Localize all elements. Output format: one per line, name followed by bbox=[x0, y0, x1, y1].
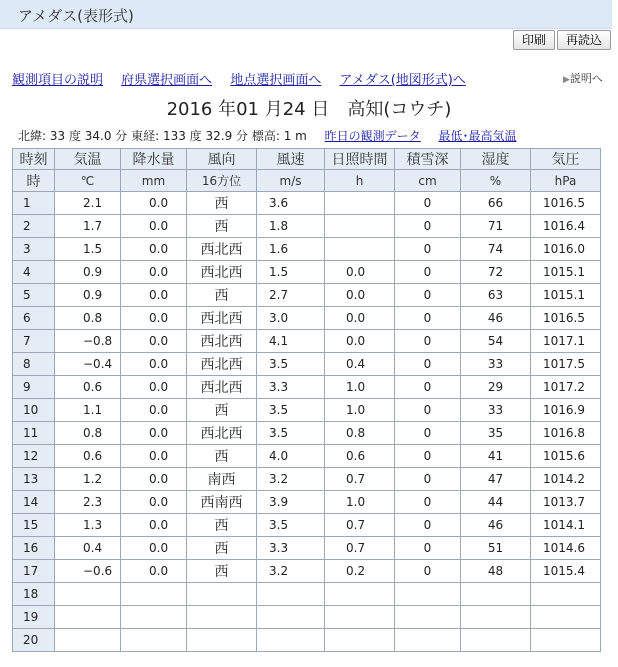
cell-pressure bbox=[531, 583, 601, 606]
cell-snow-depth bbox=[395, 583, 461, 606]
cell-precipitation: 0.0 bbox=[121, 468, 187, 491]
table-row bbox=[13, 330, 601, 353]
cell-wind-speed bbox=[257, 583, 325, 606]
cell-sunshine bbox=[325, 238, 395, 261]
cell-hour: 8 bbox=[13, 353, 55, 376]
cell-wind-speed: 3.3 bbox=[257, 537, 325, 560]
cell-precipitation: 0.0 bbox=[121, 307, 187, 330]
cell-humidity: 48 bbox=[461, 560, 531, 583]
cell-humidity bbox=[461, 606, 531, 629]
link-station-select[interactable]: 地点選択画面へ bbox=[230, 73, 322, 88]
cell-wind-speed: 3.3 bbox=[257, 376, 325, 399]
column-unit-pressure: hPa bbox=[531, 170, 601, 192]
column-header-snow-depth: 積雪深 bbox=[395, 149, 461, 170]
cell-snow-depth: 0 bbox=[395, 537, 461, 560]
column-unit-sunshine: h bbox=[325, 170, 395, 192]
cell-precipitation: 0.0 bbox=[121, 514, 187, 537]
cell-precipitation: 0.0 bbox=[121, 491, 187, 514]
cell-sunshine: 0.7 bbox=[325, 514, 395, 537]
table-row bbox=[13, 192, 601, 215]
column-header-wind-speed: 風速 bbox=[257, 149, 325, 170]
cell-snow-depth: 0 bbox=[395, 238, 461, 261]
cell-pressure: 1017.5 bbox=[531, 353, 601, 376]
cell-temperature: −0.6 bbox=[55, 560, 121, 583]
cell-pressure: 1015.6 bbox=[531, 445, 601, 468]
cell-temperature: 0.8 bbox=[55, 422, 121, 445]
cell-wind-speed: 3.5 bbox=[257, 399, 325, 422]
page-header-title: アメダス(表形式) bbox=[18, 7, 134, 25]
cell-humidity: 33 bbox=[461, 353, 531, 376]
cell-humidity bbox=[461, 583, 531, 606]
cell-wind-speed: 2.7 bbox=[257, 284, 325, 307]
cell-hour: 16 bbox=[13, 537, 55, 560]
cell-pressure: 1016.8 bbox=[531, 422, 601, 445]
cell-hour: 6 bbox=[13, 307, 55, 330]
cell-hour: 11 bbox=[13, 422, 55, 445]
table-row bbox=[13, 353, 601, 376]
cell-temperature: −0.8 bbox=[55, 330, 121, 353]
header-row bbox=[13, 149, 601, 170]
cell-wind-direction bbox=[187, 606, 257, 629]
observation-table-wrap bbox=[12, 148, 601, 652]
cell-pressure bbox=[531, 629, 601, 652]
cell-pressure: 1016.0 bbox=[531, 238, 601, 261]
table-row bbox=[13, 514, 601, 537]
cell-pressure: 1014.6 bbox=[531, 537, 601, 560]
cell-wind-direction: 西 bbox=[187, 560, 257, 583]
cell-sunshine bbox=[325, 606, 395, 629]
help-link[interactable] bbox=[563, 70, 603, 86]
cell-temperature: 1.1 bbox=[55, 399, 121, 422]
cell-snow-depth: 0 bbox=[395, 307, 461, 330]
table-row bbox=[13, 422, 601, 445]
cell-precipitation: 0.0 bbox=[121, 445, 187, 468]
cell-humidity: 33 bbox=[461, 399, 531, 422]
cell-wind-direction: 西 bbox=[187, 192, 257, 215]
cell-wind-speed bbox=[257, 629, 325, 652]
title-bar bbox=[0, 0, 612, 29]
cell-humidity: 35 bbox=[461, 422, 531, 445]
cell-sunshine: 0.0 bbox=[325, 261, 395, 284]
cell-hour: 1 bbox=[13, 192, 55, 215]
cell-pressure: 1016.5 bbox=[531, 307, 601, 330]
cell-sunshine: 0.8 bbox=[325, 422, 395, 445]
link-yesterday-data[interactable]: 昨日の観測データ bbox=[324, 129, 421, 143]
column-header-wind-direction: 風向 bbox=[187, 149, 257, 170]
cell-snow-depth: 0 bbox=[395, 399, 461, 422]
table-row bbox=[13, 307, 601, 330]
cell-humidity: 66 bbox=[461, 192, 531, 215]
column-unit-hour: 時 bbox=[13, 170, 55, 192]
cell-pressure: 1017.2 bbox=[531, 376, 601, 399]
cell-pressure: 1014.2 bbox=[531, 468, 601, 491]
cell-temperature: 0.9 bbox=[55, 261, 121, 284]
column-unit-temperature: ℃ bbox=[55, 170, 121, 192]
print-button[interactable]: 印刷 bbox=[513, 30, 555, 50]
cell-precipitation: 0.0 bbox=[121, 376, 187, 399]
cell-wind-speed: 1.5 bbox=[257, 261, 325, 284]
cell-hour: 2 bbox=[13, 215, 55, 238]
observation-table bbox=[12, 148, 601, 652]
cell-hour: 3 bbox=[13, 238, 55, 261]
cell-snow-depth: 0 bbox=[395, 261, 461, 284]
cell-precipitation: 0.0 bbox=[121, 192, 187, 215]
cell-wind-speed: 3.6 bbox=[257, 192, 325, 215]
cell-temperature: 0.4 bbox=[55, 537, 121, 560]
cell-sunshine bbox=[325, 215, 395, 238]
cell-wind-direction: 西北西 bbox=[187, 376, 257, 399]
station-info-line bbox=[18, 127, 517, 144]
column-unit-snow-depth: cm bbox=[395, 170, 461, 192]
cell-temperature bbox=[55, 629, 121, 652]
cell-wind-direction: 西北西 bbox=[187, 238, 257, 261]
table-row bbox=[13, 583, 601, 606]
cell-precipitation: 0.0 bbox=[121, 560, 187, 583]
table-row bbox=[13, 468, 601, 491]
table-row bbox=[13, 399, 601, 422]
cell-sunshine: 0.2 bbox=[325, 560, 395, 583]
table-row bbox=[13, 606, 601, 629]
cell-wind-direction: 西北西 bbox=[187, 330, 257, 353]
column-header-temperature: 気温 bbox=[55, 149, 121, 170]
cell-snow-depth: 0 bbox=[395, 330, 461, 353]
column-header-humidity: 湿度 bbox=[461, 149, 531, 170]
cell-hour: 10 bbox=[13, 399, 55, 422]
link-min-max-temp[interactable]: 最低･最高気温 bbox=[438, 129, 517, 143]
nav-links bbox=[12, 69, 480, 88]
cell-snow-depth: 0 bbox=[395, 215, 461, 238]
cell-temperature: 1.7 bbox=[55, 215, 121, 238]
table-row bbox=[13, 445, 601, 468]
cell-sunshine: 0.6 bbox=[325, 445, 395, 468]
cell-temperature: 2.3 bbox=[55, 491, 121, 514]
cell-pressure: 1016.9 bbox=[531, 399, 601, 422]
cell-sunshine bbox=[325, 583, 395, 606]
cell-pressure: 1015.1 bbox=[531, 284, 601, 307]
table-row bbox=[13, 238, 601, 261]
table-row bbox=[13, 629, 601, 652]
cell-hour: 18 bbox=[13, 583, 55, 606]
cell-precipitation: 0.0 bbox=[121, 330, 187, 353]
cell-wind-speed: 3.0 bbox=[257, 307, 325, 330]
cell-precipitation: 0.0 bbox=[121, 399, 187, 422]
cell-pressure: 1013.7 bbox=[531, 491, 601, 514]
cell-snow-depth: 0 bbox=[395, 514, 461, 537]
cell-temperature: 1.2 bbox=[55, 468, 121, 491]
cell-sunshine: 0.0 bbox=[325, 284, 395, 307]
cell-wind-speed: 1.8 bbox=[257, 215, 325, 238]
cell-sunshine: 1.0 bbox=[325, 376, 395, 399]
triangle-right-icon: ▶ bbox=[563, 75, 570, 85]
cell-temperature bbox=[55, 606, 121, 629]
cell-humidity: 54 bbox=[461, 330, 531, 353]
table-row bbox=[13, 215, 601, 238]
cell-precipitation: 0.0 bbox=[121, 215, 187, 238]
cell-snow-depth: 0 bbox=[395, 560, 461, 583]
cell-snow-depth: 0 bbox=[395, 422, 461, 445]
cell-snow-depth: 0 bbox=[395, 192, 461, 215]
column-unit-precipitation: mm bbox=[121, 170, 187, 192]
cell-wind-speed: 3.5 bbox=[257, 353, 325, 376]
reload-button[interactable]: 再読込 bbox=[557, 30, 611, 50]
cell-temperature: 2.1 bbox=[55, 192, 121, 215]
cell-snow-depth bbox=[395, 629, 461, 652]
cell-hour: 4 bbox=[13, 261, 55, 284]
cell-pressure bbox=[531, 606, 601, 629]
cell-wind-speed: 4.1 bbox=[257, 330, 325, 353]
cell-hour: 7 bbox=[13, 330, 55, 353]
cell-wind-direction: 西 bbox=[187, 445, 257, 468]
column-unit-humidity: % bbox=[461, 170, 531, 192]
cell-snow-depth: 0 bbox=[395, 468, 461, 491]
cell-humidity: 41 bbox=[461, 445, 531, 468]
cell-precipitation: 0.0 bbox=[121, 537, 187, 560]
cell-precipitation: 0.0 bbox=[121, 238, 187, 261]
cell-wind-speed: 3.5 bbox=[257, 422, 325, 445]
cell-wind-direction bbox=[187, 583, 257, 606]
table-row bbox=[13, 560, 601, 583]
cell-precipitation bbox=[121, 606, 187, 629]
cell-humidity: 47 bbox=[461, 468, 531, 491]
cell-pressure: 1016.4 bbox=[531, 215, 601, 238]
cell-snow-depth: 0 bbox=[395, 376, 461, 399]
cell-sunshine bbox=[325, 629, 395, 652]
cell-temperature: 0.6 bbox=[55, 376, 121, 399]
cell-wind-direction: 西北西 bbox=[187, 422, 257, 445]
table-row bbox=[13, 491, 601, 514]
cell-temperature: 1.5 bbox=[55, 238, 121, 261]
cell-hour: 5 bbox=[13, 284, 55, 307]
cell-humidity: 29 bbox=[461, 376, 531, 399]
cell-temperature: 0.6 bbox=[55, 445, 121, 468]
column-header-pressure: 気圧 bbox=[531, 149, 601, 170]
cell-wind-speed: 1.6 bbox=[257, 238, 325, 261]
cell-hour: 15 bbox=[13, 514, 55, 537]
cell-sunshine: 0.7 bbox=[325, 468, 395, 491]
cell-sunshine: 0.0 bbox=[325, 307, 395, 330]
cell-hour: 17 bbox=[13, 560, 55, 583]
cell-hour: 20 bbox=[13, 629, 55, 652]
table-row bbox=[13, 537, 601, 560]
cell-humidity: 46 bbox=[461, 514, 531, 537]
cell-wind-direction: 西 bbox=[187, 514, 257, 537]
column-header-sunshine: 日照時間 bbox=[325, 149, 395, 170]
cell-sunshine: 0.4 bbox=[325, 353, 395, 376]
cell-hour: 12 bbox=[13, 445, 55, 468]
cell-precipitation bbox=[121, 629, 187, 652]
cell-precipitation: 0.0 bbox=[121, 284, 187, 307]
cell-pressure: 1017.1 bbox=[531, 330, 601, 353]
table-row bbox=[13, 284, 601, 307]
cell-snow-depth bbox=[395, 606, 461, 629]
link-observation-items[interactable]: 観測項目の説明 bbox=[12, 73, 104, 88]
cell-pressure: 1014.1 bbox=[531, 514, 601, 537]
cell-humidity: 63 bbox=[461, 284, 531, 307]
cell-temperature bbox=[55, 583, 121, 606]
cell-snow-depth: 0 bbox=[395, 353, 461, 376]
cell-humidity: 46 bbox=[461, 307, 531, 330]
cell-snow-depth: 0 bbox=[395, 445, 461, 468]
cell-humidity: 74 bbox=[461, 238, 531, 261]
column-header-hour: 時刻 bbox=[13, 149, 55, 170]
cell-hour: 9 bbox=[13, 376, 55, 399]
station-coordinates: 北緯: 33 度 34.0 分 東経: 133 度 32.9 分 標高: 1 m bbox=[18, 129, 307, 143]
cell-wind-speed bbox=[257, 606, 325, 629]
cell-sunshine: 1.0 bbox=[325, 399, 395, 422]
column-unit-wind-speed: m/s bbox=[257, 170, 325, 192]
cell-hour: 14 bbox=[13, 491, 55, 514]
link-amedas-map[interactable]: アメダス(地図形式)へ bbox=[339, 73, 466, 88]
cell-wind-direction: 西北西 bbox=[187, 353, 257, 376]
cell-wind-direction: 西 bbox=[187, 215, 257, 238]
page-title: 2016 年01 月24 日 高知(コウチ) bbox=[166, 99, 452, 120]
cell-wind-direction bbox=[187, 629, 257, 652]
cell-wind-speed: 3.2 bbox=[257, 560, 325, 583]
table-row bbox=[13, 376, 601, 399]
help-label: 説明へ bbox=[569, 72, 603, 85]
link-prefecture-select[interactable]: 府県選択画面へ bbox=[121, 73, 213, 88]
cell-wind-direction: 西南西 bbox=[187, 491, 257, 514]
cell-wind-speed: 3.2 bbox=[257, 468, 325, 491]
cell-sunshine: 0.7 bbox=[325, 537, 395, 560]
cell-sunshine bbox=[325, 192, 395, 215]
cell-temperature: −0.4 bbox=[55, 353, 121, 376]
cell-pressure: 1015.4 bbox=[531, 560, 601, 583]
cell-humidity: 71 bbox=[461, 215, 531, 238]
cell-wind-direction: 南西 bbox=[187, 468, 257, 491]
column-header-precipitation: 降水量 bbox=[121, 149, 187, 170]
cell-temperature: 0.9 bbox=[55, 284, 121, 307]
cell-humidity: 72 bbox=[461, 261, 531, 284]
cell-pressure: 1016.5 bbox=[531, 192, 601, 215]
cell-hour: 13 bbox=[13, 468, 55, 491]
cell-wind-speed: 4.0 bbox=[257, 445, 325, 468]
cell-temperature: 0.8 bbox=[55, 307, 121, 330]
cell-temperature: 1.3 bbox=[55, 514, 121, 537]
cell-humidity: 44 bbox=[461, 491, 531, 514]
cell-wind-direction: 西北西 bbox=[187, 307, 257, 330]
cell-snow-depth: 0 bbox=[395, 491, 461, 514]
cell-pressure: 1015.1 bbox=[531, 261, 601, 284]
cell-hour: 19 bbox=[13, 606, 55, 629]
column-unit-wind-direction: 16方位 bbox=[187, 170, 257, 192]
cell-precipitation bbox=[121, 583, 187, 606]
table-row bbox=[13, 261, 601, 284]
cell-sunshine: 1.0 bbox=[325, 491, 395, 514]
cell-wind-direction: 西 bbox=[187, 537, 257, 560]
cell-precipitation: 0.0 bbox=[121, 261, 187, 284]
cell-wind-direction: 西北西 bbox=[187, 261, 257, 284]
cell-humidity bbox=[461, 629, 531, 652]
unit-row bbox=[13, 170, 601, 192]
cell-precipitation: 0.0 bbox=[121, 422, 187, 445]
cell-humidity: 51 bbox=[461, 537, 531, 560]
cell-wind-speed: 3.5 bbox=[257, 514, 325, 537]
cell-wind-direction: 西 bbox=[187, 284, 257, 307]
cell-wind-direction: 西 bbox=[187, 399, 257, 422]
cell-sunshine: 0.0 bbox=[325, 330, 395, 353]
cell-precipitation: 0.0 bbox=[121, 353, 187, 376]
cell-wind-speed: 3.9 bbox=[257, 491, 325, 514]
cell-snow-depth: 0 bbox=[395, 284, 461, 307]
